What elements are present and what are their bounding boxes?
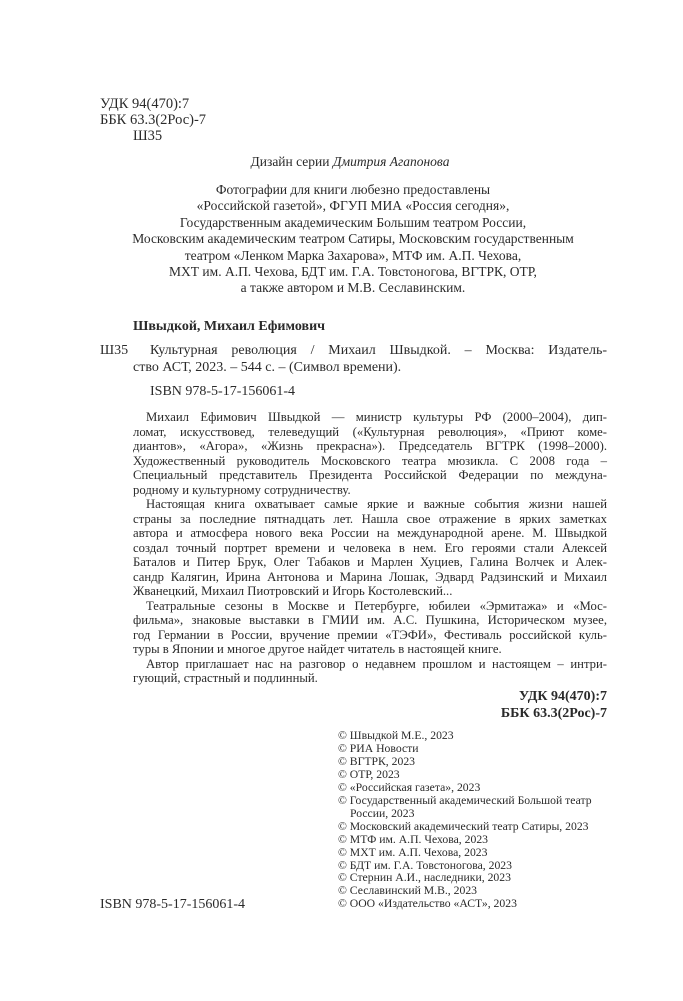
design-credit — [150, 154, 550, 170]
photo-credit-line: Московским академическим театром Сатиры, Московским государственным — [132, 231, 574, 247]
classification-codes — [100, 96, 206, 144]
isbn-bottom: ISBN 978-5-17-156061-4 — [100, 897, 246, 912]
annotation-line: Настоящая книга охватывает самые яркие и важные события жизни нашей — [146, 497, 607, 511]
annotation-line: Художественный руководитель Московского театра мюзикла. С 2008 года – — [133, 453, 607, 468]
copyright-line: © Швыдкой М.Е., 2023 — [338, 729, 454, 742]
annotation-line: Автор приглашает нас на разговор о недавнем прошлом и настоящем – интри- — [146, 656, 607, 671]
annotation-paragraph — [133, 497, 607, 599]
photo-credit-line: а также автором и М.В. Сеславинским. — [240, 280, 466, 296]
copyright-line: © МТФ им. А.П. Чехова, 2023 — [338, 832, 489, 846]
copyright-line: © ОТР, 2023 — [338, 767, 400, 781]
classification-codes-bold — [501, 688, 607, 722]
copyright-line: © ООО «Издательство «АСТ», 2023 — [338, 897, 517, 911]
annotation-line: гующий, страстный и подлинный. — [133, 671, 318, 685]
bib-line: ство АСТ, 2023. – 544 с. – (Символ времени). — [133, 360, 402, 375]
photo-credit-line: Государственным академическим Большим театром России, — [179, 214, 527, 230]
bib-line: Культурная революция / Михаил Швыдкой. – Москва: Издатель- — [150, 343, 607, 358]
annotation-line: Баталов и Питер Брук, Олег Табаков и Марлен Хуциев, Галина Волчек и Алек- — [133, 555, 607, 569]
bbk-code: ББК 63.3(2Рос)-7 — [100, 112, 207, 128]
copyright-line: © Сеславинский М.В., 2023 — [338, 884, 478, 898]
copyright-line: © «Российская газета», 2023 — [338, 780, 481, 794]
author-heading: Швыдкой, Михаил Ефимович — [133, 319, 326, 334]
annotation-line: страны за последние пятнадцать лет. Нашла свое отражение в ярких заметках — [133, 511, 607, 526]
designer-name: Дмитрия Агапонова — [332, 154, 450, 169]
udk-code: УДК 94(470):7 — [100, 96, 190, 112]
copyright-line: © БДТ им. Г.А. Товстоногова, 2023 — [338, 858, 512, 872]
copyright-line: © Стернин А.И., наследники, 2023 — [338, 871, 511, 885]
copyright-list — [338, 730, 592, 911]
photo-credit-line: театром «Ленком Марка Захарова», МТФ им. А.П. Чехова, — [184, 247, 522, 263]
photo-credit-line: МХТ им. А.П. Чехова, БДТ им. Г.А. Товстоногова, ВГТРК, ОТР, — [169, 264, 537, 280]
annotation-line: создал точный портрет времени и человека в нем. Его героями стали Алексей — [133, 540, 607, 555]
bbk-code: ББК 63.3(2Рос)-7 — [500, 706, 607, 721]
copyright-line: © РИА Новости — [338, 741, 419, 755]
annotation — [133, 410, 607, 686]
photo-credit-line: Фотографии для книги любезно предоставлены — [215, 182, 491, 197]
bibliographic-record — [100, 342, 607, 376]
annotation-line: диантов», «Агора», «Жизнь прекрасна»). Председатель ВГТРК (1998–2000). — [133, 439, 607, 453]
annotation-line: год Германии в России, вручение премии «ТЭФИ», Фестиваль российской куль- — [133, 627, 607, 642]
annotation-line: сандр Калягин, Ирина Антонова и Марина Лошак, Эдвард Радзинский и Михаил — [133, 569, 607, 584]
annotation-line: Театральные сезоны в Москве и Петербурге, юбилеи «Эрмитажа» и «Мос- — [146, 598, 607, 613]
annotation-line: родному и культурному сотрудничеству. — [133, 482, 351, 497]
annotation-line: Михаил Ефимович Швыдкой — министр культуры РФ (2000–2004), дип- — [146, 410, 607, 424]
design-credit-prefix: Дизайн серии — [250, 154, 330, 169]
annotation-line: автора и атмосфера нового века России на международной арене. М. Швыдкой — [133, 526, 607, 540]
isbn: ISBN 978-5-17-156061-4 — [150, 384, 296, 399]
bib-author-mark: Ш35 — [100, 343, 129, 358]
annotation-line: Специальный представитель Президента Российской Федерации по междуна- — [133, 468, 607, 482]
photo-credits — [98, 182, 608, 297]
annotation-line: ломат, искусствовед, телеведущий («Культурная революция», «Приют коме- — [133, 424, 607, 439]
annotation-line: Жванецкий, Михаил Пиотровский и Игорь Костолевский... — [133, 584, 453, 598]
copyright-line: © МХТ им. А.П. Чехова, 2023 — [338, 845, 488, 859]
copyright-line: © ВГТРК, 2023 — [338, 754, 416, 768]
annotation-paragraph — [133, 410, 607, 497]
annotation-paragraph — [133, 599, 607, 657]
copyright-line: России, 2023 — [350, 806, 415, 820]
copyright-line: © Московский академический театр Сатиры, 2023 — [338, 819, 589, 833]
annotation-paragraph — [133, 657, 607, 686]
annotation-line: фильма», знаковые выставки в ГМИИ им. А.С. Пушкина, Историческом музее, — [133, 613, 607, 627]
udk-code: УДК 94(470):7 — [518, 689, 607, 704]
author-mark: Ш35 — [133, 128, 163, 144]
copyright-line: © Государственный академический Большой театр — [338, 793, 592, 807]
annotation-line: туры в Японии и многое другое найдет читатель в настоящей книге. — [133, 642, 502, 656]
photo-credit-line: «Российской газетой», ФГУП МИА «Россия сегодня», — [196, 198, 510, 214]
